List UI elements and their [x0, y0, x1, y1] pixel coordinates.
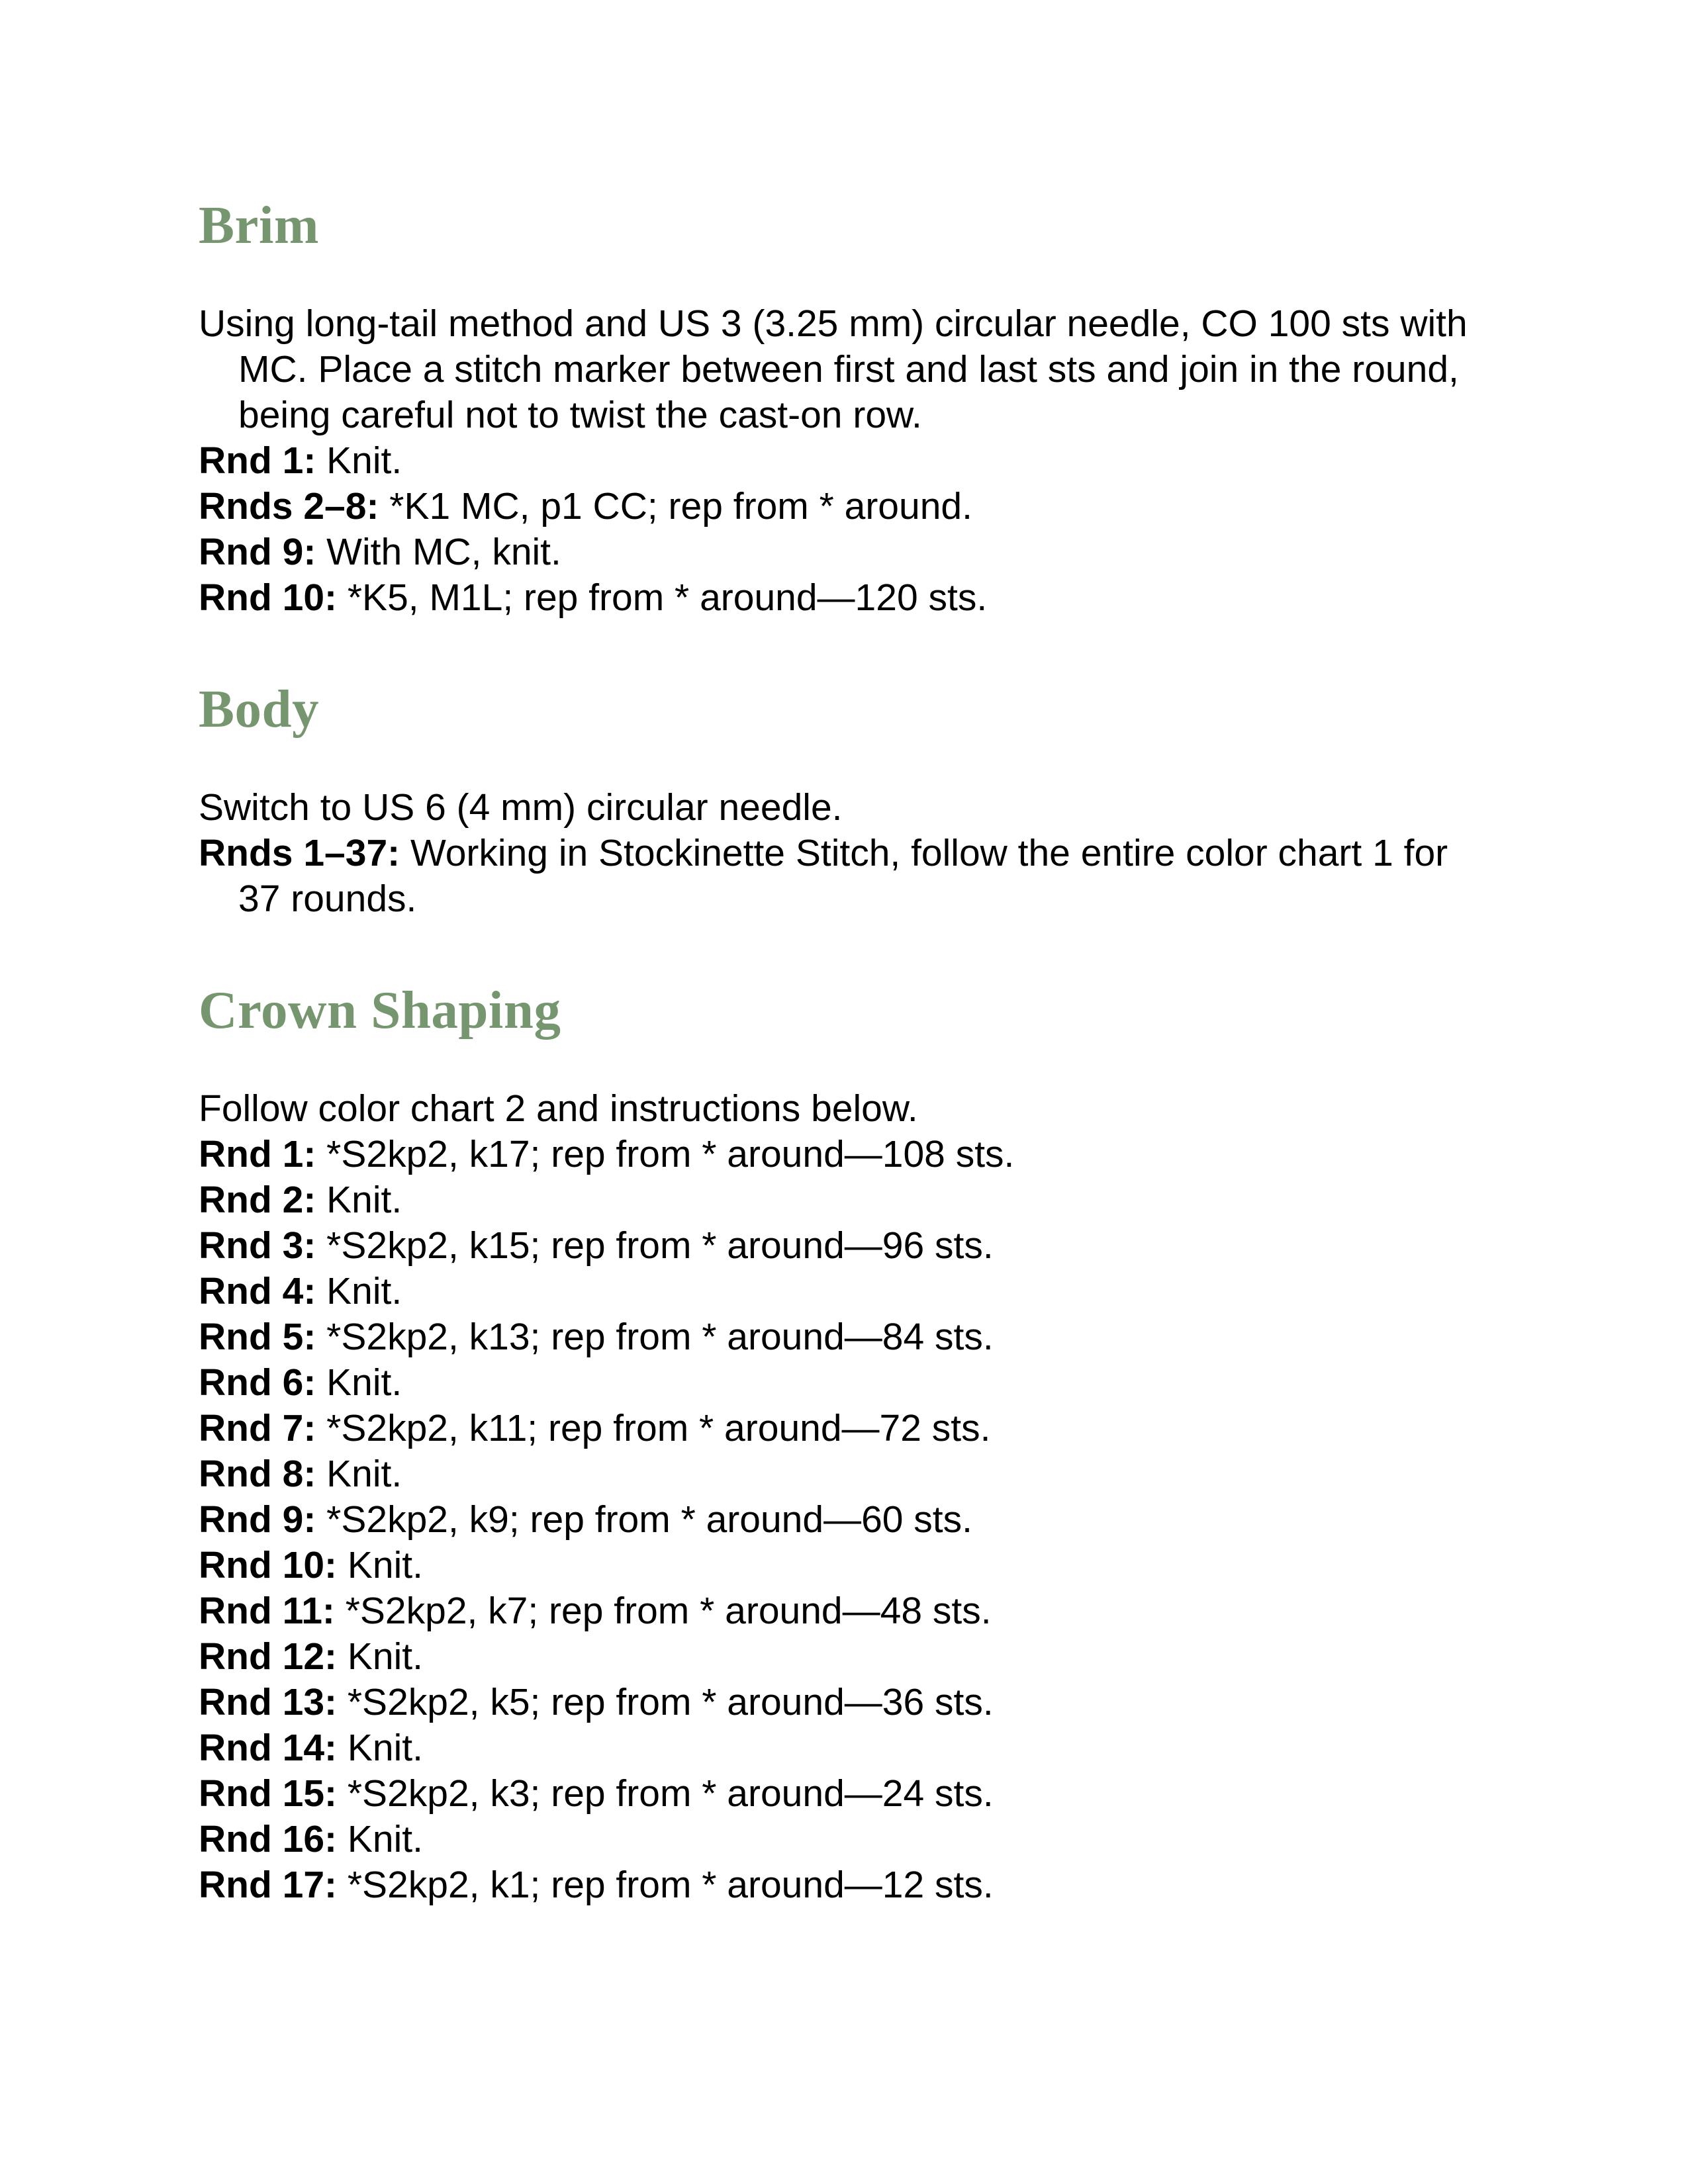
- instruction-text: Follow color chart 2 and instructions below.: [199, 1087, 918, 1130]
- instruction-text: *S2kp2, k17; rep from * around—108 sts.: [316, 1133, 1015, 1175]
- round-label: Rnd 1:: [199, 1133, 316, 1175]
- instruction-text: Knit.: [316, 1179, 402, 1221]
- instruction-paragraph: [199, 301, 1489, 438]
- instruction-text: *S2kp2, k9; rep from * around—60 sts.: [316, 1498, 972, 1541]
- instruction-text: Knit.: [337, 1544, 423, 1586]
- section-heading: Brim: [199, 195, 319, 255]
- instruction-text: Working in Stockinette Stitch, follow the entire color chart 1 for 37 rounds.: [238, 832, 1448, 920]
- instruction-text: *S2kp2, k1; rep from * around—12 sts.: [337, 1864, 994, 1906]
- instruction-text: Knit.: [337, 1727, 423, 1769]
- round-label: Rnd 14:: [199, 1727, 338, 1769]
- instruction-text: *S2kp2, k11; rep from * around—72 sts.: [316, 1407, 991, 1449]
- instruction-text: Switch to US 6 (4 mm) circular needle.: [199, 786, 843, 829]
- instruction-paragraph: [199, 484, 1489, 529]
- instruction-paragraph: [199, 438, 1489, 484]
- instruction-paragraph: [199, 1132, 1489, 1177]
- instruction-paragraph: [199, 575, 1489, 621]
- round-label: Rnd 13:: [199, 1681, 338, 1723]
- instruction-paragraph: [199, 1223, 1489, 1269]
- instruction-text: Knit.: [316, 1270, 402, 1312]
- section-paragraphs: [199, 1086, 1489, 1908]
- instruction-paragraph: [199, 1314, 1489, 1360]
- round-label: Rnd 16:: [199, 1818, 338, 1860]
- instruction-text: Knit.: [316, 1453, 402, 1495]
- section-body: [199, 679, 1489, 920]
- instruction-paragraph: [199, 831, 1489, 922]
- instruction-text: Knit.: [337, 1635, 423, 1678]
- instruction-text: *S2kp2, k13; rep from * around—84 sts.: [316, 1316, 994, 1358]
- instruction-text: With MC, knit.: [316, 531, 561, 573]
- instruction-paragraph: [199, 1771, 1489, 1817]
- instruction-paragraph: [199, 1497, 1489, 1543]
- section-paragraphs: [199, 785, 1489, 922]
- instruction-paragraph: [199, 1360, 1489, 1406]
- instruction-text: *K5, M1L; rep from * around—120 sts.: [337, 576, 988, 619]
- instruction-paragraph: [199, 1543, 1489, 1588]
- instruction-paragraph: [199, 1634, 1489, 1680]
- section-paragraphs: [199, 301, 1489, 621]
- instruction-paragraph: [199, 1588, 1489, 1634]
- round-label: Rnd 8:: [199, 1453, 316, 1495]
- round-label: Rnd 4:: [199, 1270, 316, 1312]
- round-label: Rnd 10:: [199, 576, 338, 619]
- instruction-text: Knit.: [337, 1818, 423, 1860]
- section-crown-shaping: [199, 980, 1489, 1906]
- round-label: Rnd 9:: [199, 1498, 316, 1541]
- instruction-paragraph: [199, 1086, 1489, 1132]
- round-label: Rnd 17:: [199, 1864, 338, 1906]
- instruction-paragraph: [199, 1817, 1489, 1862]
- round-label: Rnd 11:: [199, 1590, 335, 1632]
- round-label: Rnd 10:: [199, 1544, 338, 1586]
- round-label: Rnd 5:: [199, 1316, 316, 1358]
- instruction-text: *S2kp2, k5; rep from * around—36 sts.: [337, 1681, 994, 1723]
- instruction-text: Knit.: [316, 439, 402, 482]
- round-label: Rnd 9:: [199, 531, 316, 573]
- round-label: Rnd 12:: [199, 1635, 338, 1678]
- instruction-paragraph: [199, 1406, 1489, 1451]
- instruction-paragraph: [199, 785, 1489, 831]
- section-heading: Body: [199, 679, 320, 739]
- section-brim: [199, 195, 1489, 619]
- round-label: Rnd 2:: [199, 1179, 316, 1221]
- instruction-text: *K1 MC, p1 CC; rep from * around.: [379, 485, 972, 527]
- section-heading: Crown Shaping: [199, 980, 561, 1040]
- round-label: Rnd 6:: [199, 1361, 316, 1404]
- round-label: Rnds 2–8:: [199, 485, 379, 527]
- instruction-text: *S2kp2, k15; rep from * around—96 sts.: [316, 1224, 994, 1267]
- instruction-paragraph: [199, 1680, 1489, 1725]
- round-label: Rnds 1–37:: [199, 832, 400, 874]
- instruction-paragraph: [199, 1725, 1489, 1771]
- instruction-paragraph: [199, 1862, 1489, 1908]
- instruction-paragraph: [199, 1177, 1489, 1223]
- round-label: Rnd 1:: [199, 439, 316, 482]
- round-label: Rnd 15:: [199, 1772, 338, 1815]
- instruction-paragraph: [199, 1451, 1489, 1497]
- round-label: Rnd 3:: [199, 1224, 316, 1267]
- instruction-text: Using long-tail method and US 3 (3.25 mm) circular needle, CO 100 sts with MC. Place a stitch marker between first and last sts and join in the round, being careful not to twist the cast-on row.: [199, 302, 1468, 436]
- instruction-paragraph: [199, 1269, 1489, 1314]
- instruction-text: Knit.: [316, 1361, 402, 1404]
- round-label: Rnd 7:: [199, 1407, 316, 1449]
- instruction-text: *S2kp2, k3; rep from * around—24 sts.: [337, 1772, 994, 1815]
- instruction-paragraph: [199, 529, 1489, 575]
- instruction-text: *S2kp2, k7; rep from * around—48 sts.: [334, 1590, 992, 1632]
